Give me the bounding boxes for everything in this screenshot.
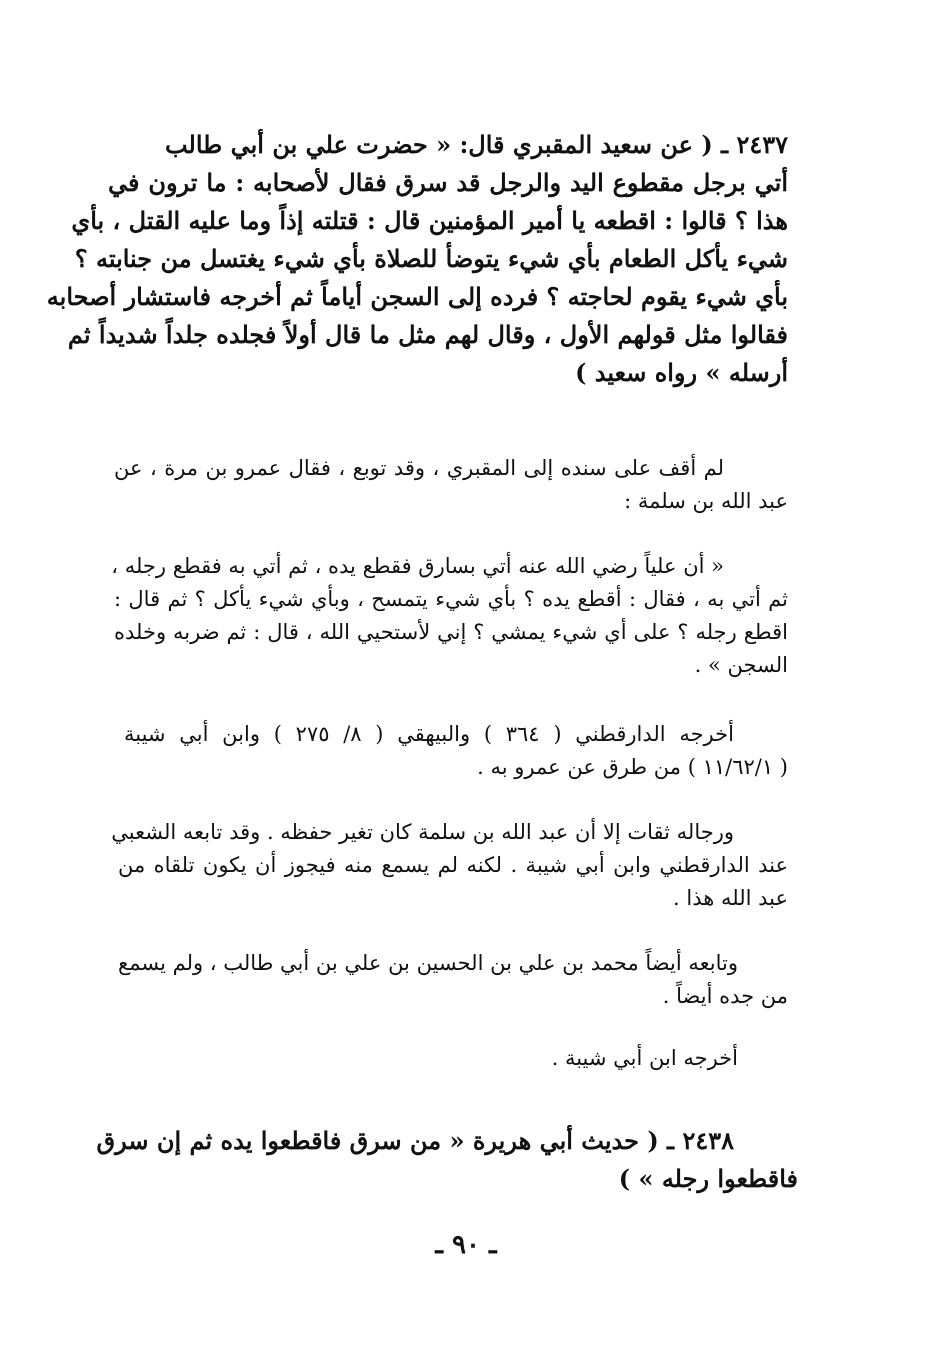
- hadith-2437-line-7: أرسله » رواه سعيد ): [575, 358, 788, 387]
- paragraph-2-line-2: ثم أتي به ، فقال : أقطع يده ؟ بأي شيء يتمسح ، وبأي شيء يأكل ؟ ثم قال :: [114, 587, 788, 611]
- hadith-2437-line-2: أتي برجل مقطوع اليد والرجل قد سرق فقال لأصحابه : ما ترون في: [108, 168, 788, 197]
- commentary-paragraph-4: [111, 816, 734, 849]
- paragraph-6-line-1: أخرجه ابن أبي شيبة .: [551, 1046, 738, 1070]
- paragraph-2-line-1: « أن علياً رضي الله عنه أتي بسارق فقطع يده ، ثم أتي به فقطع رجله ،: [111, 554, 724, 578]
- commentary-paragraph-1-cont: [114, 485, 788, 518]
- commentary-paragraph-1: [114, 452, 724, 485]
- hadith-2437: [46, 126, 788, 392]
- hadith-2438-cont: [118, 1160, 798, 1198]
- paragraph-2-line-4: السجن » .: [694, 653, 788, 677]
- commentary-paragraph-2: [111, 550, 724, 583]
- paragraph-4-line-3: عبد الله هذا .: [673, 886, 788, 910]
- hadith-2438-line-1: ٢٤٣٨ ـ ( حديث أبي هريرة « من سرق فاقطعوا يده ثم إن سرق: [96, 1126, 734, 1155]
- hadith-2437-line-6: فقالوا مثل قولهم الأول ، وقال لهم مثل ما قال أولاً فجلده جلداً شديداً ثم: [67, 320, 788, 349]
- paragraph-4-line-2: عند الدارقطني وابن أبي شيبة . لكنه لم يسمع منه فيجوز أن يكون تلقاه من: [118, 853, 788, 877]
- commentary-paragraph-5: [118, 947, 738, 980]
- paragraph-1-line-2: عبد الله بن سلمة :: [624, 489, 788, 513]
- commentary-paragraph-6: [118, 1042, 738, 1075]
- paragraph-4-line-1: ورجاله ثقات إلا أن عبد الله بن سلمة كان تغير حفظه . وقد تابعه الشعبي: [111, 820, 734, 844]
- paragraph-5-line-1: وتابعه أيضاً محمد بن علي بن الحسين بن علي بن أبي طالب ، ولم يسمع: [118, 951, 738, 975]
- commentary-paragraph-4-cont: [118, 849, 788, 915]
- hadith-2437-line-5: بأي شيء يقوم لحاجته ؟ فرده إلى السجن أياماً ثم أخرجه فاستشار أصحابه: [46, 282, 788, 311]
- paragraph-5-line-2: من جده أيضاً .: [662, 984, 788, 1008]
- hadith-2438: [96, 1122, 734, 1160]
- commentary-paragraph-3-cont: [114, 751, 788, 784]
- paragraph-3-line-2: ( ١١/٦٢/١ ) من طرق عن عمرو به .: [477, 755, 788, 779]
- paragraph-3-line-1: أخرجه الدارقطني ( ٣٦٤ ) والبيهقي ( ٨/ ٢٧٥ ) وابن أبي شيبة: [124, 722, 734, 746]
- hadith-2438-line-2: فاقطعوا رجله » ): [618, 1164, 798, 1193]
- commentary-paragraph-5-cont: [118, 980, 788, 1013]
- paragraph-1-line-1: لم أقف على سنده إلى المقبري ، وقد توبع ، فقال عمرو بن مرة ، عن: [114, 456, 724, 480]
- hadith-2437-line-1: ٢٤٣٧ ـ ( عن سعيد المقبري قال: « حضرت علي بن أبي طالب: [164, 130, 788, 159]
- paragraph-2-line-3: اقطع رجله ؟ على أي شيء يمشي ؟ إني لأستحيي الله ، قال : ثم ضربه وخلده: [114, 620, 788, 644]
- hadith-2437-line-3: هذا ؟ قالوا : اقطعه يا أمير المؤمنين قال : قتلته إذاً وما عليه القتل ، بأي: [71, 206, 788, 235]
- page-number: ـ ٩٠ ـ: [435, 1230, 497, 1260]
- hadith-2437-line-4: شيء يأكل الطعام بأي شيء يتوضأ للصلاة بأي شيء يغتسل من جنابته ؟: [74, 244, 788, 273]
- commentary-paragraph-2-cont: [114, 583, 788, 682]
- commentary-paragraph-3: [124, 718, 734, 751]
